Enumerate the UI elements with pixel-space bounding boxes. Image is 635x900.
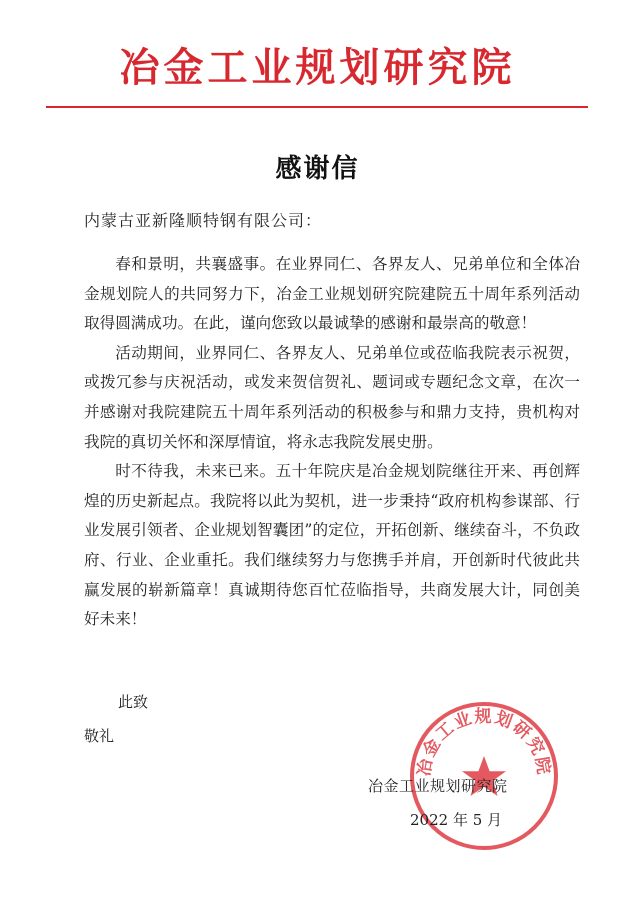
seal-arc-text: 冶金工业规划研究院 [414, 707, 554, 778]
body-paragraph: 活动期间，业界同仁、各界友人、兄弟单位或莅临我院表示祝贺，或拨冗参与庆祝活动，或发来贺信贺礼、题词或专题纪念文章，在次一并感谢对我院建院五十周年系列活动的积极参与和鼎力支持，贵机构对我院的真切关怀和深厚情谊，将永志我院发展史册。 [84, 343, 580, 451]
body-paragraph: 时不待我，未来已来。五十年院庆是冶金规划院继往开来、再创辉煌的历史新起点。我院将以此为契机，进一步秉持“政府机构参谋部、行业发展引领者、企业规划智囊团”的定位，开拓创新、继续奋斗，不负政府、行业、企业重托。我们继续努力与您携手并肩，开创新时代彼此共赢发展的崭新篇章！真诚期待您百忙莅临指导，共商发展大计，同创美好未来！ [84, 462, 580, 629]
body-paragraph: 春和景明，共襄盛事。在业界同仁、各界友人、兄弟单位和全体冶金规划院人的共同努力下，冶金工业规划研究院建院五十周年系列活动取得圆满成功。在此，谨向您致以最诚挚的感谢和最崇高的敬意！ [84, 255, 580, 333]
closing-phrase: 此致 [118, 693, 149, 711]
salutation: 内蒙古亚新隆顺特钢有限公司： [84, 211, 323, 230]
signature-org: 冶金工业规划研究院 [368, 777, 508, 795]
letter-title: 感谢信 [275, 154, 360, 184]
letter-body [84, 250, 580, 635]
letterhead-org-name: 冶金工业规划研究院 [119, 45, 516, 91]
letterhead-divider [46, 106, 588, 108]
signature-date: 2022 年 5 月 [410, 811, 503, 829]
regards-phrase: 敬礼 [84, 727, 115, 745]
